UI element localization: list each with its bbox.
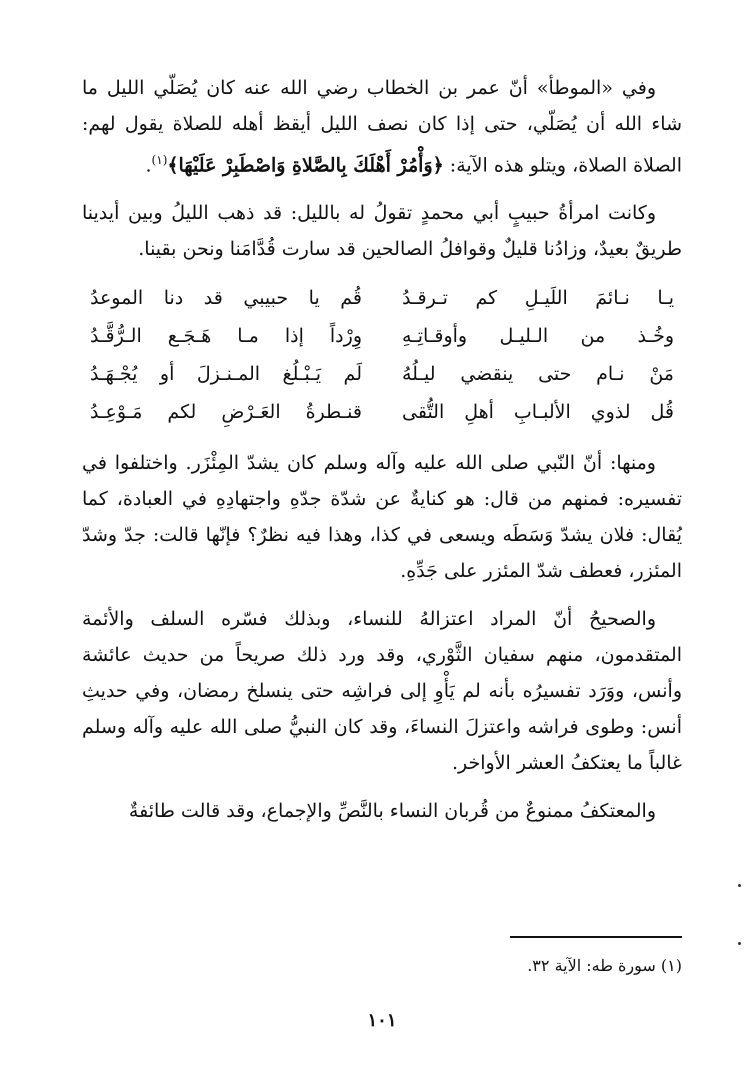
page-number: ١٠١ bbox=[367, 1010, 397, 1031]
footnote-divider bbox=[510, 936, 682, 938]
scan-speck bbox=[738, 942, 741, 945]
poem-line-1-first: يـا نـائمَ اللَيـلِ كم تـرقـدُ bbox=[402, 287, 674, 310]
poem-line-1-second: قُم يا حبيبي قد دنا الموعدُ bbox=[90, 287, 362, 310]
poem-line-4-second: قنـطرةُ العَـرْضِ لكم مَـوْعِـدُ bbox=[90, 401, 362, 424]
paragraph-mizar: ومنها: أنّ النّبي صلى الله عليه وآله وسلم كان يشدّ المِئْزَر. واختلفوا في تفسيره: فمنهم من قال: هو كنايةٌ عن شدّة جدّهِ واجتهادِهِ في العبادة، كما يُقال: فلان يشدّ وَسَطَه ويسعى في كذا، وهذا فيه نظرٌ؟ فإنّها قالت: جدّ وشدّ المئزر، فعطف شدّ المئزر على جَدِّهِ. bbox=[82, 452, 682, 583]
poem bbox=[90, 279, 674, 431]
paragraph-habib-wife: وكانت امرأةُ حبيبٍ أبي محمدٍ تقولُ له بالليل: قد ذهب الليلُ وبين أيدينا طريقٌ بعيدٌ، وزادُنا قليلٌ وقوافلُ الصالحين قد سارت قُدَّامَنا ونحن بقينا. bbox=[82, 202, 682, 261]
poem-line-2-first: وخُـذ من الـليـل وأوقـاتِـهِ bbox=[402, 325, 674, 348]
book-page bbox=[82, 70, 682, 1030]
paragraph-tail: . bbox=[145, 154, 152, 177]
footnote: (١) سورة طه: الآية ٣٢. bbox=[527, 956, 682, 975]
footnote-ref[interactable]: (١) bbox=[151, 153, 168, 167]
poem-line-3-second: لَم يَـبْـلُغ المـنـزلَ أو يُجْـهَـدُ bbox=[90, 363, 362, 386]
poem-line-2-second: وِرْداً إذا مـا هَـجَـع الـرُّقَّـدُ bbox=[90, 325, 362, 348]
paragraph-mutakif: والمعتكفُ ممنوعٌ من قُربان النساء بالنَّصِّ والإجماع، وقد قالت طائفةٌ bbox=[128, 800, 656, 823]
quran-verse: ﴿وَأْمُرْ أَهْلَكَ بِالصَّلاةِ وَاصْطَبِرْ عَلَيْهَا﴾ bbox=[167, 154, 444, 177]
paragraph-muwatta bbox=[82, 70, 682, 183]
paragraph-correct-view: والصحيحُ أنّ المراد اعتزالهُ للنساء، وبذلك فسّره السلف والأئمة المتقدمون، منهم سفيان الثَّوْري، وقد ورد ذلك صريحاً من حديث عائشة وأنس، ووَرَد تفسيرُه بأنه لم يَأْوِ إلى فراشِه حتى ينسلخ رمضان، وفي حديثِ أنس: وطوى فراشه واعتزلَ النساءَ، وقد كان النبيُّ صلى الله عليه وآله وسلم غالباً ما يعتكفُ العشر الأواخر. bbox=[82, 608, 682, 775]
paragraph-text: وفي «الموطأ» أنّ عمر بن الخطاب رضي الله عنه كان يُصَلّي الليل ما شاء الله أن يُصَلّي، حتى إذا كان نصف الليل أيقظ أهله للصلاة يقول لهم: الصلاة الصلاة، ويتلو هذه الآية: bbox=[82, 77, 682, 177]
scan-speck bbox=[738, 884, 741, 887]
poem-line-4-first: قُل لذوي الألبـابِ أهلِ التُّقى bbox=[402, 401, 674, 424]
poem-line-3-first: مَنْ نـام حتى ينقضي ليـلُهُ bbox=[402, 363, 674, 386]
